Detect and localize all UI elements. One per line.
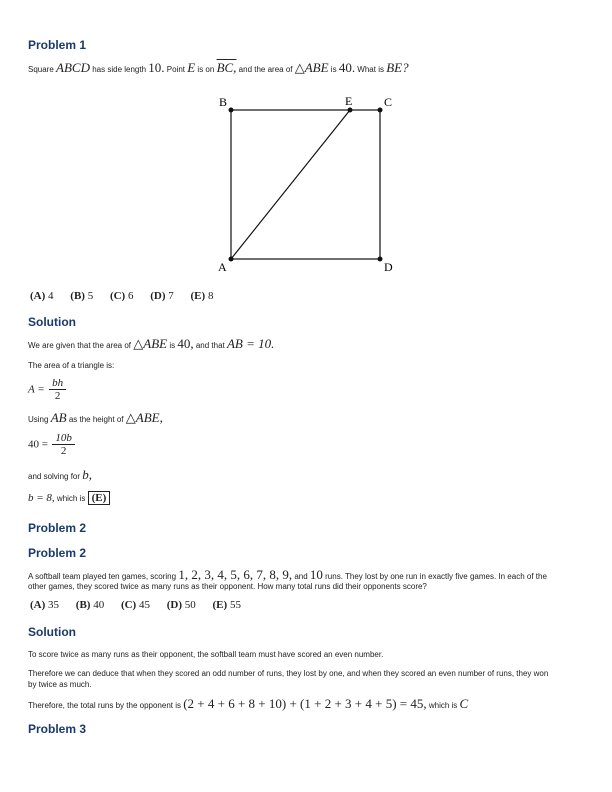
solution-1-line-1: We are given that the area of △ABE is 40, and that AB = 10.	[28, 336, 275, 351]
q-text: is on	[197, 65, 215, 74]
solution-1-line-3: Using AB as the height of △ABE,	[28, 410, 163, 425]
q-math: ABCD	[56, 60, 90, 75]
q-text: What is	[357, 65, 384, 74]
label-a: A	[218, 260, 227, 274]
point-d	[378, 257, 383, 262]
choice: (A) 4	[30, 290, 54, 302]
q-math: E	[187, 60, 196, 75]
fraction: $\frac{10b}{2}$	[52, 432, 75, 457]
square-figure	[210, 92, 400, 276]
solution-1-line-4: and solving for b,	[28, 467, 93, 482]
formula-substitute: 40 = $\frac{10b}{2}$	[28, 432, 75, 457]
label-e: E	[345, 94, 353, 108]
solution-1-line-2: The area of a triangle is:	[28, 361, 115, 370]
choice: (D) 50	[166, 599, 196, 611]
problem-1-question	[28, 60, 409, 75]
q-math: △ABE	[294, 60, 329, 75]
solution-2-heading: Solution	[28, 625, 76, 639]
q-text: Square	[28, 65, 54, 74]
label-d: D	[384, 260, 393, 274]
solution-2-line-3: Therefore, the total runs by the opponent is (2 + 4 + 6 + 8 + 10) + (1 + 2 + 3 + 4 + 5) = 45, which is C	[28, 696, 469, 711]
point-c	[378, 108, 383, 113]
problem-2-heading: Problem 2	[28, 521, 87, 535]
solution-2-line-1: To score twice as many runs as their opponent, the softball team must have scored an even number.	[28, 650, 384, 659]
q-math: 10.	[148, 60, 165, 75]
q-text: is	[330, 65, 337, 74]
fraction: $\frac{bh}{2}$	[49, 377, 66, 402]
problem-2-question-line-1: A softball team played ten games, scoring 1, 2, 3, 4, 5, 6, 7, 8, 9, and 10 runs. They lost by one run in exactly five games. In each of the	[28, 567, 547, 582]
answer-box: (E)	[88, 491, 111, 505]
choice: (B) 5	[70, 290, 94, 302]
choice: (A) 35	[30, 599, 60, 611]
problem-1-heading: Problem 1	[28, 38, 87, 52]
solution-2-line-2b: by twice as much.	[28, 680, 92, 689]
solution-2-line-2a: Therefore we can deduce that when they scored an odd number of runs, they lost by one, and when they scored an even number of runs, they won	[28, 669, 549, 678]
point-e	[348, 108, 353, 113]
segment-ae	[231, 110, 350, 259]
solution-1-answer: b = 8, which is (E)	[28, 493, 110, 504]
problem-2-question-line-2: other games, they scored twice as many runs as their opponent. How many total runs did their opponents score?	[28, 582, 427, 591]
label-b: B	[219, 95, 228, 109]
choice: (C) 45	[120, 599, 150, 611]
q-text: Point	[166, 65, 185, 74]
choice: (C) 6	[109, 290, 134, 302]
point-a	[229, 257, 234, 262]
label-c: C	[384, 95, 393, 109]
q-math-segment: BC,	[216, 60, 237, 75]
point-b	[229, 108, 234, 113]
choice: (D) 7	[150, 290, 174, 302]
problem-2-choices	[30, 599, 241, 611]
q-text: has side length	[92, 65, 147, 74]
problem-1-choices	[30, 290, 213, 302]
square-abcd	[231, 110, 380, 259]
q-text: and the area of	[238, 65, 293, 74]
solution-1-heading: Solution	[28, 315, 76, 329]
problem-3-heading: Problem 3	[28, 722, 87, 736]
choice: (B) 40	[75, 599, 105, 611]
choice: (E) 55	[212, 599, 241, 611]
q-math: 40.	[338, 60, 356, 75]
q-math: BE?	[386, 60, 409, 75]
problem-2-heading-repeat: Problem 2	[28, 546, 87, 560]
formula-area: A = $\frac{bh}{2}$	[28, 377, 66, 402]
choice: (E) 8	[190, 290, 214, 302]
